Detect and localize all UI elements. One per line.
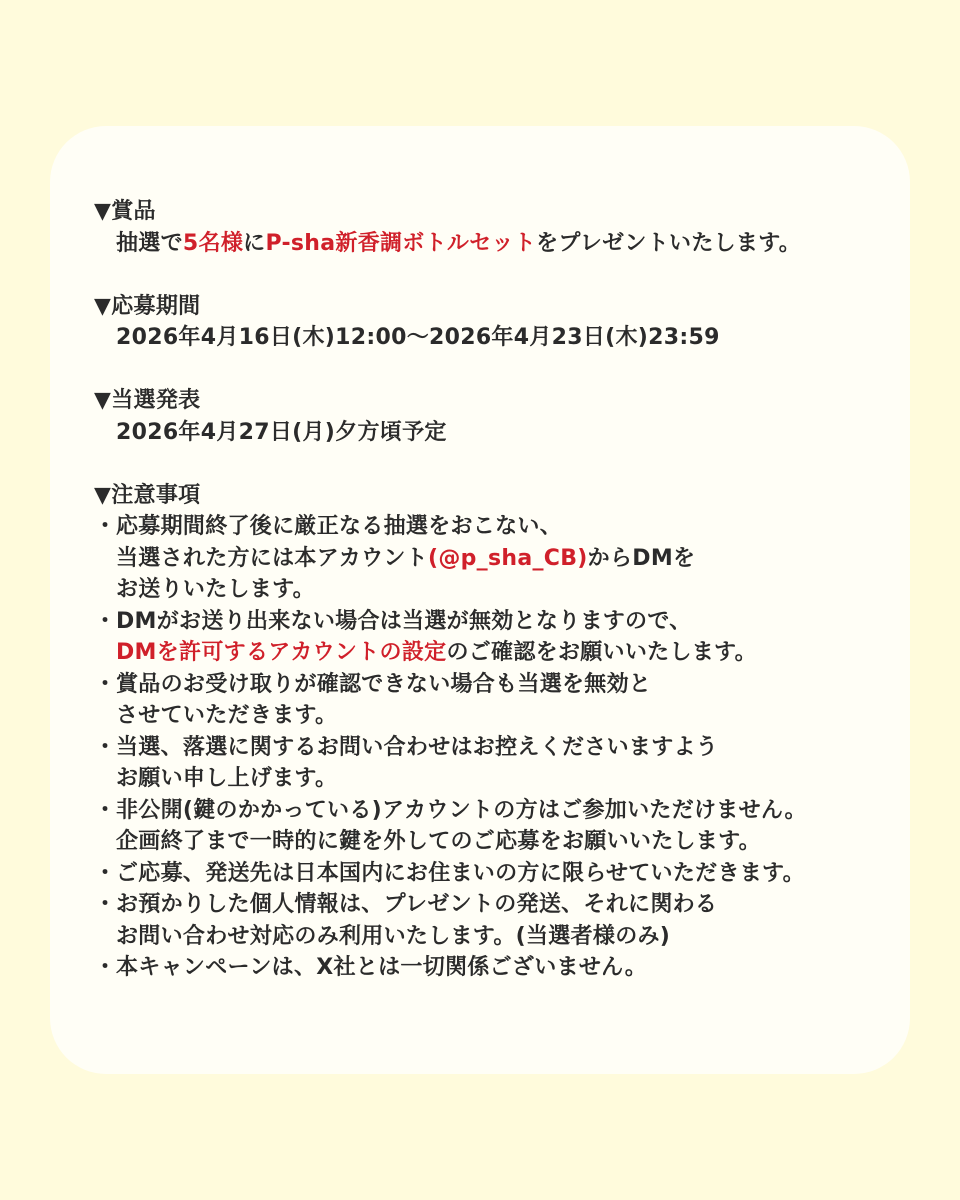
note-line: 企画終了まで一時的に鍵を外してのご応募をお願いいたします。 [116,829,761,854]
info-card [50,126,910,1074]
announcement-section [94,385,884,448]
period-heading: ▼応募期間 [94,293,201,319]
bullet: ・ [94,608,117,634]
note-text: 当選された方には本アカウント [116,545,428,571]
bullet: ・ [94,734,117,760]
prize-text-3: をプレゼントいたします。 [536,230,802,256]
notes-heading: ▼注意事項 [94,482,201,508]
note-item [94,606,884,669]
note-line: させていただきます。 [116,703,338,728]
note-line: 本キャンペーンは、X社とは一切関係ございません。 [116,955,648,980]
account-handle: (@p_sha_CB) [427,545,588,571]
note-line: ご応募、発送先は日本国内にお住まいの方に限らせていただきます。 [116,860,805,886]
prize-description [94,228,884,260]
bullet: ・ [94,892,117,917]
note-text: のご確認をお願いいたします。 [446,640,757,665]
prize-section [94,196,884,259]
note-item [94,952,884,984]
period-value: 2026年4月16日(木)12:00〜2026年4月23日(木)23:59 [116,325,720,350]
notes-section [94,480,884,984]
note-line: お送りいたします。 [116,577,315,602]
bullet: ・ [94,860,117,886]
announcement-value: 2026年4月27日(月)夕方頃予定 [116,419,447,445]
note-line: お問い合わせ対応のみ利用いたします。(当選者様のみ) [116,923,671,949]
note-line: 賞品のお受け取りが確認できない場合も当選を無効と [116,671,652,697]
note-line: お願い申し上げます。 [116,766,338,791]
note-line: DMがお送り出来ない場合は当選が無効となりますので、 [116,608,692,634]
bullet: ・ [94,797,117,823]
note-item [94,858,884,890]
note-item [94,511,884,606]
dm-setting-highlight: DMを許可するアカウントの設定 [116,640,447,665]
period-section [94,291,884,354]
prize-heading: ▼賞品 [94,199,156,224]
bullet: ・ [94,671,117,697]
card-content [94,196,884,1015]
note-item [94,669,884,732]
note-item [94,889,884,952]
note-item [94,795,884,858]
note-text: からDMを [587,545,696,571]
bullet: ・ [94,955,117,980]
note-line: 当選、落選に関するお問い合わせはお控えくださいますよう [116,734,719,760]
note-line [116,543,884,575]
note-line [116,637,884,669]
note-line: 非公開(鍵のかかっている)アカウントの方はご参加いただけません。 [116,797,807,823]
prize-text-2: に [243,230,266,256]
note-item [94,732,884,795]
note-line: お預かりした個人情報は、プレゼントの発送、それに関わる [116,892,718,917]
note-line: 応募期間終了後に厳正なる抽選をおこない、 [116,514,563,539]
notes-list [94,511,884,984]
prize-text-1: 抽選で [116,230,183,256]
bullet: ・ [94,514,117,539]
prize-product-name: P-sha新香調ボトルセット [265,230,537,256]
announcement-heading: ▼当選発表 [94,388,201,413]
prize-winner-count: 5名様 [182,230,244,256]
